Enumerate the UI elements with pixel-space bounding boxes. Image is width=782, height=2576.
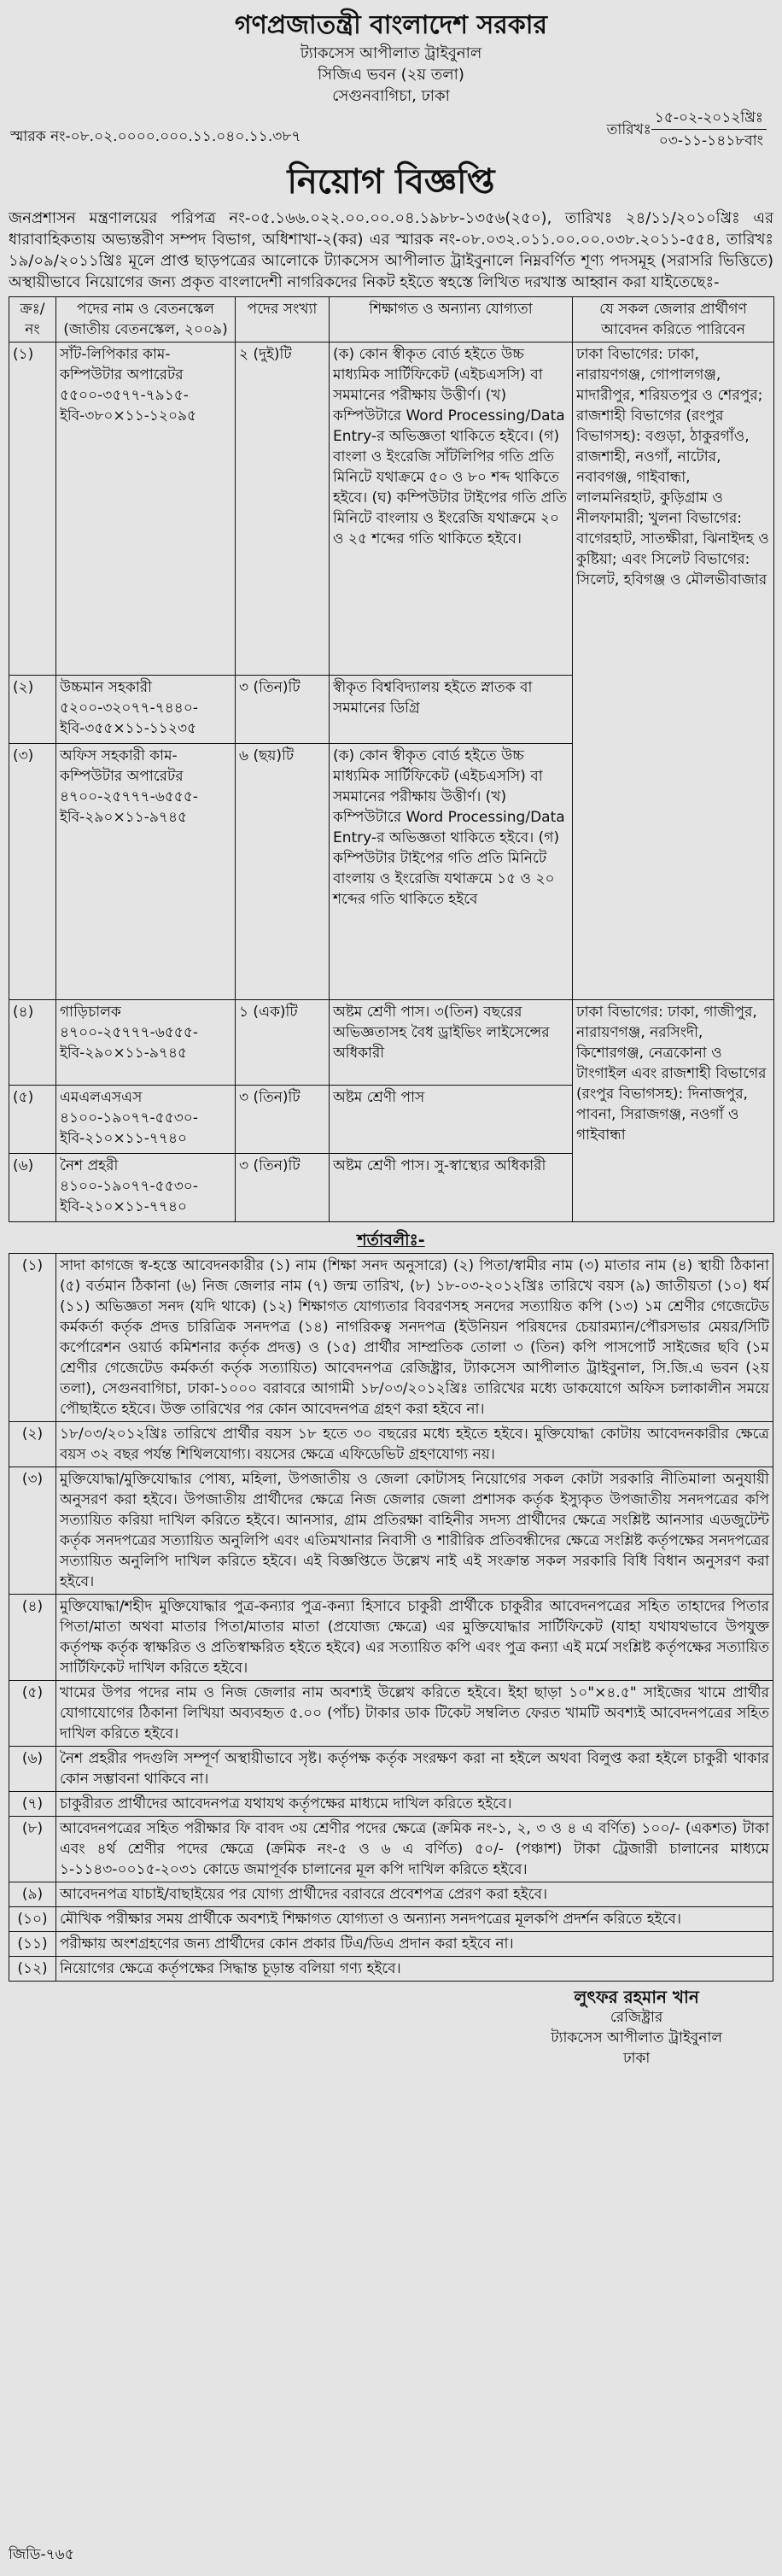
row-count: ৬ (ছয়)টি (236, 744, 330, 1000)
row-count: ৩ (তিন)টি (236, 676, 330, 744)
condition-number: (৮) (9, 1817, 56, 1882)
condition-row (9, 1254, 773, 1422)
memo-number: স্মারক নং-০৮.০২.০০০০.০০০.১১.০৪০.১১.৩৮৭ (10, 128, 301, 145)
condition-row (9, 1932, 773, 1957)
table-header-row (9, 297, 774, 342)
table-row (9, 342, 774, 676)
condition-number: (১) (9, 1254, 56, 1422)
condition-number: (৫) (9, 1681, 56, 1747)
row-sl: (৬) (9, 1154, 56, 1222)
condition-text: মুক্তিযোদ্ধা/মুক্তিযোদ্ধার পোষ্য, মহিলা, উপজাতীয় ও জেলা কোটাসহ নিয়োগের সকল কোটা সরকারি নীতিমালা অনুযায়ী অনুসরণ করা হইবে। উপজাতীয় প্রার্থীদের ক্ষেত্রে নিজ জেলার জেলা প্রশাসক কর্তৃক ইস্যুকৃত উপজাতীয় সনদপত্রের কপি সত্যায়িত করিয়া দাখিল করিতে হইবে। আনসার, গ্রাম প্রতিরক্ষা বাহিনীর সদস্য প্রার্থীদের ক্ষেত্রে সংশ্লিষ্ট আনসার এডজুটেন্ট কর্তৃক সনদপত্রের সত্যায়িত অনুলিপি এবং এতিমখানার নিবাসী ও শারীরিক প্রতিবন্ধীদের ক্ষেত্রে সংশ্লিষ্ট কর্তৃপক্ষের সনদপত্রের সত্যায়িত অনুলিপি দাখিল করিতে হইবে। এই বিজ্ঞপ্তিতে উল্লেখ নাই এই সংক্রান্ত সকল সরকারি বিধি বিধান অনুসরণ করা হইবে। (56, 1467, 773, 1595)
col-header-sl: ক্রঃ/ নং (9, 297, 56, 342)
row-sl: (১) (9, 342, 56, 676)
condition-row (9, 1817, 773, 1882)
condition-text: নিয়োগের ক্ষেত্রে কর্তৃপক্ষের সিদ্ধান্ত চূড়ান্ত বলিয়া গণ্য হইবে। (56, 1957, 773, 1982)
conditions-table (9, 1253, 773, 1982)
signatory-designation: রেজিষ্ট্রার (610, 2009, 663, 2026)
condition-row (9, 1957, 773, 1982)
condition-text: আবেদনপত্র যাচাই/বাছাইয়ের পর যোগ্য প্রার্থীদের বরাবরে প্রবেশপত্র প্রেরণ করা হইবে। (56, 1882, 773, 1907)
row-qualification: (ক) কোন স্বীকৃত বোর্ড হইতে উচ্চ মাধ্যমিক সার্টিফিকেট (এইচএসসি) বা সমমানের পরীক্ষায় উত্তীর্ণ। (খ) কম্পিউটারে Word Processing/Data Entry-র অভিজ্ঞতা থাকিতে হইবে। (গ) বাংলা ও ইংরেজি সাঁটলিপির গতি প্রতি মিনিটে যথাক্রমে ৫০ ও ৮০ শব্দ থাকিতে হইবে। (ঘ) কম্পিউটার টাইপের গতি প্রতি মিনিটে বাংলায় ও ইংরেজি যথাক্রমে ২০ ও ২৫ শব্দের গতি থাকিতে হইবে। (330, 342, 573, 676)
row-count: ২ (দুই)টি (236, 342, 330, 676)
row-qualification: স্বীকৃত বিশ্ববিদ্যালয় হইতে স্নাতক বা সমমানের ডিগ্রি (330, 676, 573, 744)
condition-text: পরীক্ষায় অংশগ্রহণের জন্য প্রার্থীদের কোন প্রকার টিএ/ডিএ প্রদান করা হইবে না। (56, 1932, 773, 1957)
condition-row (9, 1467, 773, 1595)
condition-number: (৬) (9, 1747, 56, 1792)
condition-text: মুক্তিযোদ্ধা/শহীদ মুক্তিযোদ্ধার পুত্র-কন্যার পুত্র-কন্যা হিসাবে চাকুরী প্রার্থীকে চাকুরীর আবেদনপত্রের সহিত তাহাদের পিতার পিতা/মাতা অথবা মাতার পিতা/মাতার মাতা (প্রযোজ্য ক্ষেত্রে) এর মুক্তিযোদ্ধার সার্টিফিকেট (যাহা যথাযথভাবে উপযুক্ত কর্তৃপক্ষ কর্তৃক স্বাক্ষরিত ও প্রতিস্বাক্ষরিত হইতে হইবে) এর সত্যায়িত কপি এবং পুত্র কন্যা এই মর্মে সংশ্লিষ্ট কর্তৃপক্ষের সত্যায়িত সার্টিফিকেট দাখিল করিতে হইবে। (56, 1595, 773, 1681)
row-district: ঢাকা বিভাগের: ঢাকা, গাজীপুর, নারায়ণগঞ্জ, নরসিংদী, কিশোরগঞ্জ, নেত্রকোনা ও টাংগাইল এবং রাজশাহী বিভাগের (রংপুর বিভাগসহ): দিনাজপুর, পাবনা, সিরাজগঞ্জ, নওগাঁ ও গাইবান্ধা (573, 1000, 774, 1222)
condition-row (9, 1422, 773, 1467)
date-bangla: ০৩-১১-১৪১৮বাং (658, 132, 763, 149)
intro-paragraph: জনপ্রশাসন মন্ত্রণালয়ের পরিপত্র নং-০৫.১৬৬.০২২.০০.০০.০৪.১৯৮৮-১৩৫৬(২৫০), তারিখঃ ২৪/১১/২০১০খ্রিঃ এর ধারাবাহিকতায় অভ্যন্তরীণ সম্পদ বিভাগ, অধিশাখা-২(কর) এর স্মারক নং-০৮.০৩২.০১১.০০.০০.০৩৮.২০১১-৫৫৪, তারিখঃ ১৯/০৯/২০১১খ্রিঃ মূলে প্রাপ্ত ছাড়পত্রের আলোকে ট্যাকসেস আপীলাত ট্রাইবুনালে নিম্নবর্ণিত শূণ্য পদসমূহ (সরাসরি ভিত্তিতে) অস্থায়ীভাবে নিয়োগের জন্য প্রকৃত বাংলাদেশী নাগরিকদের নিকট হইতে স্বহস্তে লিখিত দরখাস্ত আহ্বান করা যাইতেছেঃ- (9, 209, 773, 291)
col-header-qualification: শিক্ষাগত ও অন্যান্য যোগ্যতা (330, 297, 573, 342)
condition-text: চাকুরীরত প্রার্থীদের আবেদনপত্র যথাযথ কর্তৃপক্ষের মাধ্যমে দাখিল করিতে হইবে। (56, 1792, 773, 1817)
condition-row (9, 1882, 773, 1907)
condition-number: (৪) (9, 1595, 56, 1681)
signature-area (9, 1987, 773, 2081)
posts-table (9, 296, 774, 1222)
condition-number: (২) (9, 1422, 56, 1467)
condition-number: (৭) (9, 1792, 56, 1817)
header (9, 9, 773, 107)
col-header-district: যে সকল জেলার প্রার্থীগণ আবেদন করিতে পারিবেন (573, 297, 774, 342)
condition-text: আবেদনপত্রের সহিত পরীক্ষার ফি বাবদ ৩য় শ্রেণীর পদের ক্ষেত্রে (ক্রমিক নং-১, ২, ৩ ও ৪ এ বর্ণিত) ১০০/- (একশত) টাকা এবং ৪র্থ শ্রেণীর পদের ক্ষেত্রে (ক্রমিক নং-৫ ও ৬ এ বর্ণিত) ৫০/- (পঞ্চাশ) টাকা ট্রেজারী চালানের মাধ্যমে ১-১১৪৩-০০১৫-২০৩১ কোডে জমাপূর্বক চালানের মূল কপি দাখিল করিতে হইবে। (56, 1817, 773, 1882)
table-row (9, 1000, 774, 1086)
row-count: ১ (এক)টি (236, 1000, 330, 1086)
office-address: সেগুনবাগিচা, ঢাকা (332, 87, 450, 105)
condition-number: (৩) (9, 1467, 56, 1595)
condition-text: খামের উপর পদের নাম ও নিজ জেলার নাম অবশ্যই উল্লেখ করিতে হইবে। ইহা ছাড়া ১০"×৪.৫" সাইজের খামে প্রার্থীর যোগাযোগের ঠিকানা লিখিয়া অব্যবহৃত ৫.০০ (পাঁচ) টাকার ডাক টিকেট সম্বলিত ফেরত খামটি অবশ্যই আবেদনপত্রের সহিত দাখিল করিতে হইবে। (56, 1681, 773, 1747)
condition-row (9, 1792, 773, 1817)
condition-number: (১২) (9, 1957, 56, 1982)
row-count: ৩ (তিন)টি (236, 1086, 330, 1154)
signatory-office: ট্যাকসেস আপীলাত ট্রাইবুনাল (551, 2029, 722, 2046)
signatory-name: লুৎফর রহমান খান (574, 1987, 699, 2007)
gd-code: জিডি-৭৬৫ (9, 2546, 74, 2563)
row-qualification: অষ্টম শ্রেণী পাস। ৩(তিন) বছরের অভিজ্ঞতাসহ বৈধ ড্রাইভিং লাইসেন্সের অধিকারী (330, 1000, 573, 1086)
row-post: এমএলএসএস ৪১০০-১৯০৭৭-৫৫৩০-ইবি-২১০×১১-৭৭৪০ (56, 1086, 236, 1154)
row-post: গাড়িচালক ৪৭০০-২৫৭৭৭-৬৫৫৫-ইবি-২৯০×১১-৯৭৪৫ (56, 1000, 236, 1086)
col-header-count: পদের সংখ্যা (236, 297, 330, 342)
date-gregorian: ১৫-০২-২০১২খ্রিঃ (651, 107, 767, 130)
row-district: ঢাকা বিভাগের: ঢাকা, নারায়ণগঞ্জ, গোপালগঞ্জ, মাদারীপুর, শরিয়তপুর ও শেরপুর; রাজশাহী বিভাগের (রংপুর বিভাগসহ): বগুড়া, ঠাকুরগাঁও, রাজশাহী, নওগাঁ, নাটোর, নবাবগঞ্জ, গাইবান্ধা, লালমনিরহাট, কুড়িগ্রাম ও নীলফামারী; খুলনা বিভাগের: বাগেরহাট, সাতক্ষীরা, ঝিনাইদহ ও কুষ্টিয়া; এবং সিলেট বিভাগের: সিলেট, হবিগঞ্জ ও মৌলভীবাজার (573, 342, 774, 1000)
building-name: সিজিএ ভবন (২য় তলা) (318, 66, 464, 84)
row-qualification: অষ্টম শ্রেণী পাস (330, 1086, 573, 1154)
col-header-post: পদের নাম ও বেতনস্কেল (জাতীয় বেতনস্কেল, ২০০৯) (56, 297, 236, 342)
signature-block (551, 1987, 722, 2069)
row-qualification: (ক) কোন স্বীকৃত বোর্ড হইতে উচ্চ মাধ্যমিক সার্টিফিকেট (এইচএসসি) বা সমমানের পরীক্ষায় উত্তীর্ণ। (খ) কম্পিউটারে Word Processing/Data Entry-র অভিজ্ঞতা থাকিতে হইবে। (গ) কম্পিউটার টাইপের গতি প্রতি মিনিটে বাংলায় ও ইংরেজি যথাক্রমে ১৫ ও ২০ শব্দের গতি থাকিতে হইবে (330, 744, 573, 1000)
row-count: ৩ (তিন)টি (236, 1154, 330, 1222)
condition-number: (৯) (9, 1882, 56, 1907)
row-post: অফিস সহকারী কাম-কম্পিউটার অপারেটর ৪৭০০-২৫৭৭৭-৬৫৫৫-ইবি-২৯০×১১-৯৭৪৫ (56, 744, 236, 1000)
row-sl: (৩) (9, 744, 56, 1000)
condition-row (9, 1747, 773, 1792)
date-label: তারিখঃ (606, 120, 651, 138)
office-name: ট্যাকসেস আপীলাত ট্রাইবুনাল (300, 44, 482, 62)
conditions-title: শর্তাবলীঃ- (357, 1231, 425, 1250)
govt-title: গণপ্রজাতন্ত্রী বাংলাদেশ সরকার (235, 10, 547, 40)
condition-text: সাদা কাগজে স্ব-হস্তে আবেদনকারীর (১) নাম (শিক্ষা সনদ অনুসারে) (২) পিতা/স্বামীর নাম (৩) মাতার নাম (৪) স্থায়ী ঠিকানা (৫) বর্তমান ঠিকানা (৬) নিজ জেলার নাম (৭) জন্ম তারিখ, (৮) ১৮-০৩-২০১২খ্রিঃ তারিখে বয়স (৯) জাতীয়তা (১০) ধর্ম (১১) অভিজ্ঞতা সনদ (যদি থাকে) (১২) শিক্ষাগত যোগ্যতার বিবরণসহ সনদের সত্যায়িত কপি (১৩) ১ম শ্রেণীর গেজেটেড কর্মকর্তা কর্তৃক প্রদত্ত চারিত্রিক সনদপত্র (১৪) নাগরিকত্ব সনদপত্র (ইউনিয়ন পরিষদের চেয়ারম্যান/পৌরসভার মেয়র/সিটি কর্পোরেশন ওয়ার্ড কমিশনার কর্তৃক প্রদত্ত) ও (১৫) প্রার্থীর সাম্প্রতিক তোলা ৩ (তিন) কপি পাসপোর্ট সাইজের ছবি (১ম শ্রেণীর গেজেটেড কর্মকর্তা কর্তৃক সত্যায়িত) আবেদনপত্র রেজিষ্ট্রার, ট্যাকসেস আপীলাত ট্রাইবুনাল, সি.জি.এ ভবন (২য় তলা), সেগুনবাগিচা, ঢাকা-১০০০ বরাবরে আগামী ১৮/০৩/২০১২খ্রিঃ তারিখের মধ্যে ডাকযোগে অফিস চলাকালীন সময়ে পৌছাইতে হইবে। উক্ত তারিখের পর কোন আবেদনপত্র গ্রহণ করা হইবে না। (56, 1254, 773, 1422)
row-post: উচ্চমান সহকারী ৫২০০-৩২০৭৭-৭৪৪০-ইবি-৩৫৫×১১-১১২৩৫ (56, 676, 236, 744)
row-sl: (৪) (9, 1000, 56, 1086)
row-sl: (৫) (9, 1086, 56, 1154)
meta-row (9, 107, 773, 156)
condition-number: (১০) (9, 1907, 56, 1932)
row-post: সাঁট-লিপিকার কাম-কম্পিউটার অপারেটর ৫৫০০-৩৫৭৭-৭৯১৫-ইবি-৩৮০×১১-১২০৯৫ (56, 342, 236, 676)
row-post: নৈশ প্রহরী ৪১০০-১৯০৭৭-৫৫৩০-ইবি-২১০×১১-৭৭৪০ (56, 1154, 236, 1222)
signatory-city: ঢাকা (622, 2050, 651, 2067)
condition-text: নৈশ প্রহরীর পদগুলি সম্পূর্ণ অস্থায়ীভাবে সৃষ্ট। কর্তৃপক্ষ কর্তৃক সংরক্ষণ করা না হইলে অথবা বিলুপ্ত করা হইলে চাকুরী থাকার কোন সম্ভাবনা থাকিবে না। (56, 1747, 773, 1792)
condition-number: (১১) (9, 1932, 56, 1957)
row-qualification: অষ্টম শ্রেণী পাস। সু-স্বাস্থ্যের অধিকারী (330, 1154, 573, 1222)
row-sl: (২) (9, 676, 56, 744)
condition-text: মৌখিক পরীক্ষার সময় প্রার্থীকে অবশ্যই শিক্ষাগত যোগ্যতা ও অন্যান্য সনদপত্রের মূলকপি প্রদর্শন করিতে হইবে। (56, 1907, 773, 1932)
condition-row (9, 1907, 773, 1932)
notice-title: নিয়োগ বিজ্ঞপ্তি (287, 162, 495, 202)
condition-row (9, 1681, 773, 1747)
condition-row (9, 1595, 773, 1681)
date-block (607, 107, 767, 152)
condition-text: ১৮/০৩/২০১২খ্রিঃ তারিখে প্রার্থীর বয়স ১৮ হতে ৩০ বছরের মধ্যে হইতে হইবে। মুক্তিযোদ্ধা কোটায় আবেদনকারীর ক্ষেত্রে বয়স ৩২ বছর পর্যন্ত শিথিলযোগ্য। বয়সের ক্ষেত্রে এফিডেভিট গ্রহণযোগ্য নয়। (56, 1422, 773, 1467)
